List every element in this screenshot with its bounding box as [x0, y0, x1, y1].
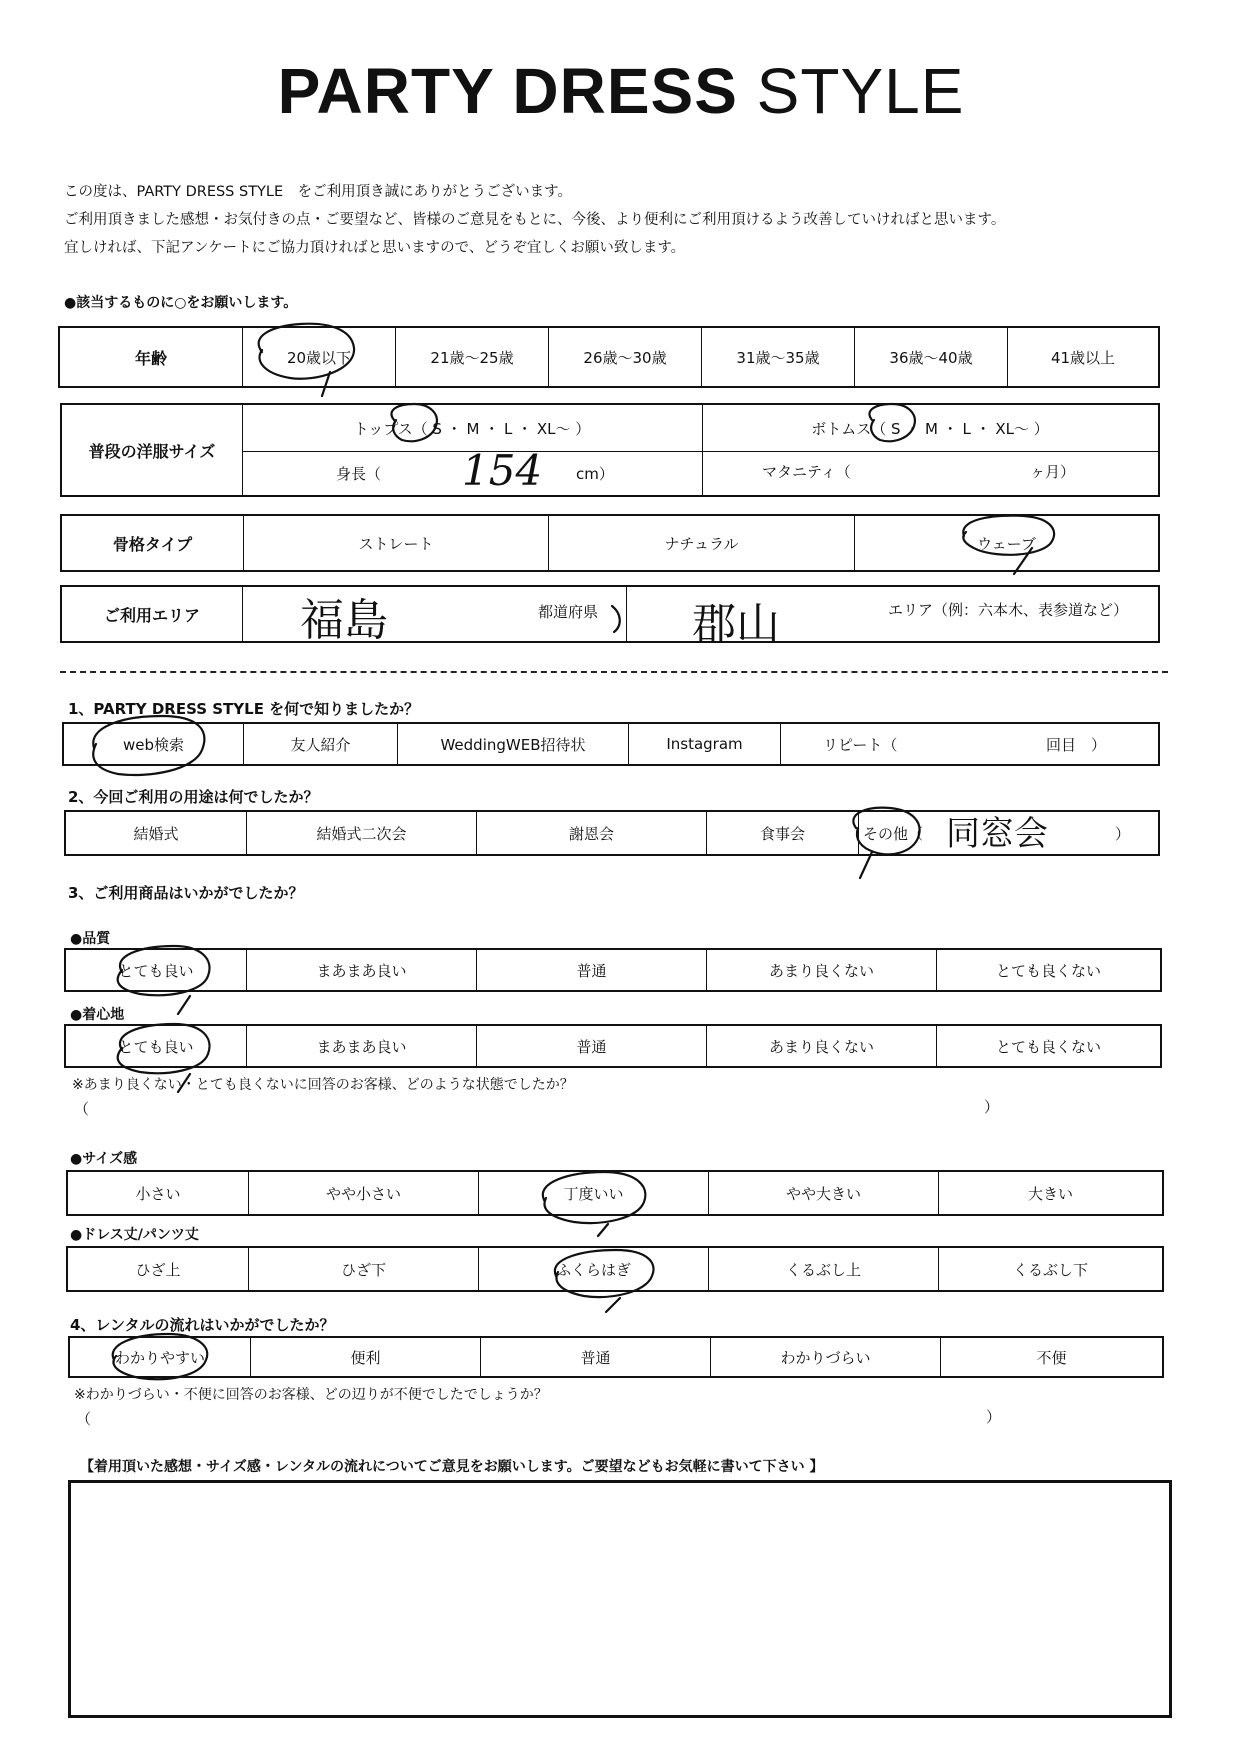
length-option[interactable]: ひざ下	[248, 1248, 478, 1290]
q4-option[interactable]: わかりやすい	[114, 1348, 205, 1367]
age-option[interactable]: 41歳以上	[1007, 328, 1158, 386]
height-suffix: cm）	[576, 465, 614, 483]
circle-q4-easy	[113, 1334, 208, 1379]
prefecture-handwritten[interactable]: 福島	[300, 595, 388, 646]
circle-frame-wave	[963, 516, 1054, 574]
q1-option[interactable]: WeddingWEB招待状	[397, 724, 628, 764]
quality-label: ●品質	[70, 931, 111, 947]
comfort-option[interactable]: あまり良くない	[706, 1026, 936, 1066]
q3-title: 3、ご利用商品はいかがでしたか？	[68, 884, 304, 902]
q4-option[interactable]: 普通	[480, 1338, 710, 1376]
comfort-option[interactable]: まあまあ良い	[246, 1026, 476, 1066]
q2-title: 2、今回ご利用の用途は何でしたか？	[68, 788, 319, 806]
q1-title: 1、PARTY DRESS STYLE を何で知りましたか？	[68, 700, 420, 718]
age-option[interactable]: 31歳～35歳	[701, 328, 854, 386]
age-option[interactable]: 26歳～30歳	[548, 328, 701, 386]
q4-title: 4、レンタルの流れはいかがでしたか？	[70, 1316, 335, 1334]
comfort-note: ※あまり良くない・とても良くないに回答のお客様、どのような状態でしたか？	[72, 1077, 574, 1093]
circle-q2-other	[853, 808, 919, 878]
circle-fit-just	[543, 1172, 646, 1236]
age-option[interactable]: 20歳以下	[242, 328, 395, 386]
other-suffix: ）	[1114, 824, 1130, 843]
comfort-option[interactable]: とても良くない	[936, 1026, 1160, 1066]
circle-age-20	[259, 324, 354, 396]
repeat-prefix: リピート（	[823, 735, 898, 754]
height-handwritten[interactable]: 154	[462, 446, 543, 495]
fit-option[interactable]: やや小さい	[248, 1172, 478, 1214]
maternity-suffix: ヶ月）	[1030, 463, 1076, 481]
age-option[interactable]: 21歳～25歳	[395, 328, 548, 386]
circle-quality-good	[118, 946, 210, 1014]
q4-option[interactable]: 便利	[250, 1338, 480, 1376]
area-handwritten[interactable]: 郡山	[692, 599, 780, 650]
intro-line: ご利用頂きました感想・お気付きの点・ご要望など、皆様のご意見をもとに、今後、より便利にご利用頂けるよう改善していければと思います。	[64, 212, 1006, 228]
size-label: 普段の洋服サイズ	[88, 441, 216, 461]
quality-option[interactable]: とても良い	[118, 961, 194, 980]
q4-paren-close: ）	[986, 1408, 1002, 1426]
circle-comfort-good	[118, 1024, 210, 1092]
q1-option[interactable]: Instagram	[628, 724, 780, 764]
frame-option[interactable]: ナチュラル	[548, 516, 854, 570]
q4-option[interactable]: 不便	[940, 1338, 1162, 1376]
length-option[interactable]: くるぶし上	[708, 1248, 938, 1290]
frame-option[interactable]: ストレート	[243, 516, 548, 570]
length-label: ●ドレス丈/パンツ丈	[70, 1227, 199, 1243]
comfort-label: ●着心地	[70, 1007, 125, 1023]
intro-line: 宜しければ、下記アンケートにご協力頂ければと思いますので、どうぞ宜しくお願い致します。	[64, 240, 686, 256]
fit-option[interactable]: 小さい	[135, 1184, 181, 1203]
fit-option[interactable]: やや大きい	[708, 1172, 938, 1214]
circle-q1-web	[93, 716, 204, 775]
title-bold: PARTY DRESS	[277, 55, 738, 127]
bottoms-size-options[interactable]: ボトムス（ S ・ M ・ L ・ XL～ ）	[811, 419, 1049, 438]
comfort-option[interactable]: 普通	[476, 1026, 706, 1066]
q1-option[interactable]: web検索	[122, 735, 185, 754]
frame-option[interactable]: ウェーブ	[854, 516, 1158, 570]
circle-instruction: ●該当するものに○をお願いします。	[64, 295, 298, 311]
quality-option[interactable]: とても良くない	[936, 950, 1160, 990]
tops-size-options[interactable]: トップス（ S ・ M ・ L ・ XL～ ）	[353, 419, 591, 438]
age-label: 年齢	[134, 348, 167, 368]
circle-length-calf	[555, 1250, 654, 1312]
length-option[interactable]: くるぶし下	[938, 1248, 1162, 1290]
comfort-paren-close: ）	[984, 1098, 1000, 1116]
length-option[interactable]: ひざ上	[135, 1260, 181, 1279]
comfort-paren-open: （	[74, 1100, 90, 1118]
fit-label: ●サイズ感	[70, 1151, 138, 1167]
maternity-prefix: マタニティ（	[762, 463, 851, 481]
comment-heading: 【着用頂いた感想・サイズ感・レンタルの流れについてご意見をお願いします。ご要望などもお気軽に書いて下さい 】	[80, 1459, 824, 1475]
title-light: STYLE	[756, 55, 965, 127]
q4-note: ※わかりづらい・不便に回答のお客様、どの辺りが不便でしたでしょうか？	[74, 1387, 548, 1403]
repeat-suffix: 回目 ）	[1045, 735, 1106, 754]
frame-label: 骨格タイプ	[112, 534, 193, 554]
length-option[interactable]: ふくらはぎ	[478, 1248, 708, 1290]
comfort-option[interactable]: とても良い	[118, 1037, 194, 1056]
circle-pref-close	[612, 606, 620, 632]
q2-option[interactable]: 結婚式	[133, 824, 179, 843]
height-prefix: 身長（	[336, 465, 382, 483]
area-suffix: エリア（例：六本木、表参道など）	[888, 601, 1129, 619]
other-prefix: その他（	[863, 824, 924, 843]
q4-option[interactable]: わかりづらい	[710, 1338, 940, 1376]
circle-bottoms-s	[869, 404, 914, 441]
quality-option[interactable]: あまり良くない	[706, 950, 936, 990]
area-label: ご利用エリア	[103, 605, 200, 625]
q2-option[interactable]: 結婚式二次会	[246, 812, 476, 854]
age-option[interactable]: 36歳～40歳	[854, 328, 1007, 386]
q4-paren-open: （	[76, 1410, 92, 1428]
intro-line: この度は、PARTY DRESS STYLE をご利用頂き誠にありがとうございます。	[64, 184, 572, 200]
quality-option[interactable]: 普通	[476, 950, 706, 990]
quality-option[interactable]: まあまあ良い	[246, 950, 476, 990]
circle-tops-s	[391, 404, 436, 441]
q2-option[interactable]: 食事会	[706, 812, 858, 854]
other-handwritten[interactable]: 同窓会	[946, 814, 1048, 854]
q2-option[interactable]: 謝恩会	[476, 812, 706, 854]
fit-option[interactable]: 大きい	[938, 1172, 1162, 1214]
q1-option[interactable]: 友人紹介	[243, 724, 397, 764]
fit-option[interactable]: 丁度いい	[478, 1172, 708, 1214]
pref-suffix: 都道府県	[538, 603, 599, 621]
